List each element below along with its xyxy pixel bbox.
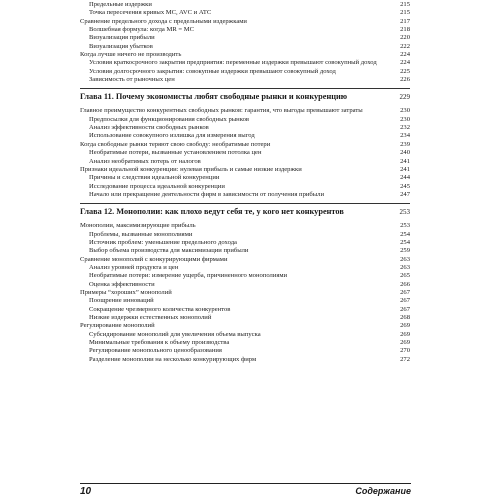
toc-entry-page: 269 [400,330,410,338]
toc-entry [80,116,410,124]
toc-entry [80,347,410,355]
toc-entry-title: Сравнение предельного дохода с предельными издержками [80,17,247,25]
toc-entry-title: Анализ эффективности свободных рынков [89,124,209,132]
toc-entry-title: Примеры “хороших” монополий [80,288,172,296]
toc-entry-page: 230 [400,107,410,115]
toc-entry-page: 259 [400,247,410,255]
toc-entry-page: 232 [400,124,410,132]
toc-entry [80,158,410,166]
toc-entry-page: 226 [400,76,410,84]
toc-entry-page: 253 [400,222,410,230]
toc-entry-page: 222 [400,42,410,50]
toc-entry-page: 266 [400,280,410,288]
toc-entry-title: Субсидирование монополий для увеличения объема выпуска [89,330,261,338]
toc-entry [80,43,410,51]
toc-entry-page: 254 [400,230,410,238]
toc-entry-title: Источник проблем: уменьшение предельного дохода [89,238,237,246]
toc-entry-title: Причины и следствия идеальной конкуренции [89,174,220,182]
toc-entry [80,174,410,182]
toc-entry-title: Визуализация прибыли [89,34,155,42]
toc-entry-title: Использование совокупного излишка для измерения выгод [89,132,255,140]
toc-entry-page: 254 [400,238,410,246]
toc-entry-title: Необратимые потери: измерение ущерба, причиненного монополиями [89,272,288,280]
toc-entry-page: 247 [400,190,410,198]
chapter-11-heading [80,92,410,102]
toc-entry-title: Точка пересечения кривых MC, AVC и ATC [89,9,212,17]
toc-entry-title: Анализ уровней продукта и цен [89,263,179,271]
toc-entry-title: Исследование процесса идеальной конкуренции [89,182,225,190]
toc-entry-page: 267 [400,288,410,296]
toc-entry [80,289,410,297]
toc-section-part3 [80,222,410,364]
toc-entry-page: 263 [400,263,410,271]
chapter-page: 229 [399,93,410,102]
toc-entry-title: Предпосылки для функционирования свободных рынков [89,115,249,123]
page-number: 10 [80,486,92,497]
toc-entry-title: Признаки идеальной конкуренции: нулевая прибыль и самые низкие издержки [80,165,302,173]
toc-entry-title: Поощрение инноваций [89,297,154,305]
toc-entry-title: Регулирование монополий [80,322,155,330]
toc-entry [80,239,410,247]
toc-entry [80,132,410,140]
toc-entry-title: Оценка эффективности [89,280,155,288]
toc-entry [80,247,410,255]
toc-entry-page: 268 [400,314,410,321]
toc-entry-title: Регулирование монопольного ценообразования [89,347,222,355]
toc-entry [80,339,410,347]
toc-entry-page: 267 [400,297,410,305]
toc-entry-page: 217 [400,17,410,25]
toc-entry [80,68,410,76]
toc-entry-title: Когда свободные рынки теряют свою свободу: необратимые потери [80,140,271,148]
toc-entry-page: 215 [400,1,410,8]
toc-entry [80,26,410,34]
toc-entry [80,34,410,42]
toc-entry [80,256,410,264]
toc-entry [80,141,410,149]
toc-entry-page: 230 [400,115,410,123]
toc-entry-title: Условия долгосрочного закрытия: совокупные издержки превышают совокупный доход [89,67,336,75]
toc-entry-page: 267 [400,305,410,313]
toc-entry-page: 269 [400,339,410,347]
toc-entry [80,9,410,17]
toc-entry-page: 245 [400,182,410,190]
toc-entry [80,231,410,239]
toc-entry [80,124,410,132]
chapter-12-top-rule [80,203,410,204]
toc-entry-page: 241 [400,165,410,173]
chapter-12-heading [80,207,410,217]
toc-section-part2 [80,107,410,199]
toc-entry-page: 240 [400,149,410,157]
toc-entry-title: Главное преимущество конкурентных свободных рынков: гарантия, что выгоды превышают затраты [80,107,363,115]
toc-entry [80,331,410,339]
footer-rule [80,483,411,484]
toc-entry-title: Когда лучше ничего не производить [80,51,182,59]
toc-entry-title: Сокращение чрезмерного количества конкурентов [89,305,231,313]
toc-entry-page: 244 [400,174,410,182]
toc-entry [80,76,410,84]
toc-entry-page: 241 [400,157,410,165]
toc-entry [80,18,410,26]
toc-entry-title: Низкие издержки естественных монополий [89,314,212,321]
toc-entry-title: Минимальные требования к объему производства [89,339,230,347]
toc-entry-page: 263 [400,255,410,263]
toc-entry-page: 224 [400,59,410,67]
toc-entry [80,264,410,272]
chapter-11-top-rule [80,88,410,89]
toc-entry-page: 269 [400,322,410,330]
toc-entry [80,272,410,280]
toc-entry [80,322,410,330]
toc-entry-title: Анализ необратимых потерь от налогов [89,157,201,165]
toc-entry-title: Предельные издержки [89,1,152,8]
toc-entry [80,314,410,322]
toc-entry [80,51,410,59]
toc-entry-page: 225 [400,67,410,75]
table-of-contents [80,1,410,364]
toc-entry-title: Выбор объема производства для максимизации прибыли [89,247,249,255]
toc-entry-title: Разделение монополии на несколько конкурирующих фирм [89,355,257,363]
toc-entry-title: Зависимость от рыночных цен [89,76,175,84]
toc-entry-title: Необратимые потери, вызванные установлением потолка цен [89,149,262,157]
toc-entry [80,59,410,67]
toc-entry-page: 239 [400,140,410,148]
toc-entry [80,1,410,9]
toc-entry [80,107,410,115]
toc-entry [80,149,410,157]
toc-entry [80,306,410,314]
toc-entry [80,191,410,199]
toc-entry-title: Волшебная формула: когда MR = MC [89,26,195,34]
toc-entry-page: 272 [400,355,410,363]
toc-entry [80,222,410,230]
toc-entry-title: Монополии, максимизирующие прибыль [80,222,196,230]
toc-entry-page: 215 [400,9,410,17]
toc-entry-page: 234 [400,132,410,140]
toc-entry [80,356,410,364]
chapter-title: Глава 12. Монополии: как плохо ведут себя те, у кого нет конкурентов [80,207,344,217]
toc-entry-title: Начало или прекращение деятельности фирм в зависимости от получения прибыли [89,190,325,198]
toc-entry-page: 270 [400,347,410,355]
toc-entry [80,281,410,289]
chapter-page: 253 [399,208,410,217]
toc-entry [80,183,410,191]
toc-entry-page: 220 [400,34,410,42]
toc-entry-title: Условия краткосрочного закрытия предприятия: переменные издержки превышают совокупный доход [89,59,377,67]
toc-entry-title: Визуализация убытков [89,42,153,50]
toc-entry-page: 218 [400,26,410,34]
toc-entry-title: Сравнение монополий с конкурирующими фирмами [80,255,228,263]
toc-entry-title: Проблемы, вызванные монополиями [89,230,193,238]
toc-entry-page: 265 [400,272,410,280]
toc-entry [80,166,410,174]
running-header: Содержание [355,486,411,496]
toc-entry [80,297,410,305]
toc-section-part1 [80,1,410,84]
chapter-title: Глава 11. Почему экономисты любят свободные рынки и конкуренцию [80,92,348,102]
toc-entry-page: 224 [400,51,410,59]
